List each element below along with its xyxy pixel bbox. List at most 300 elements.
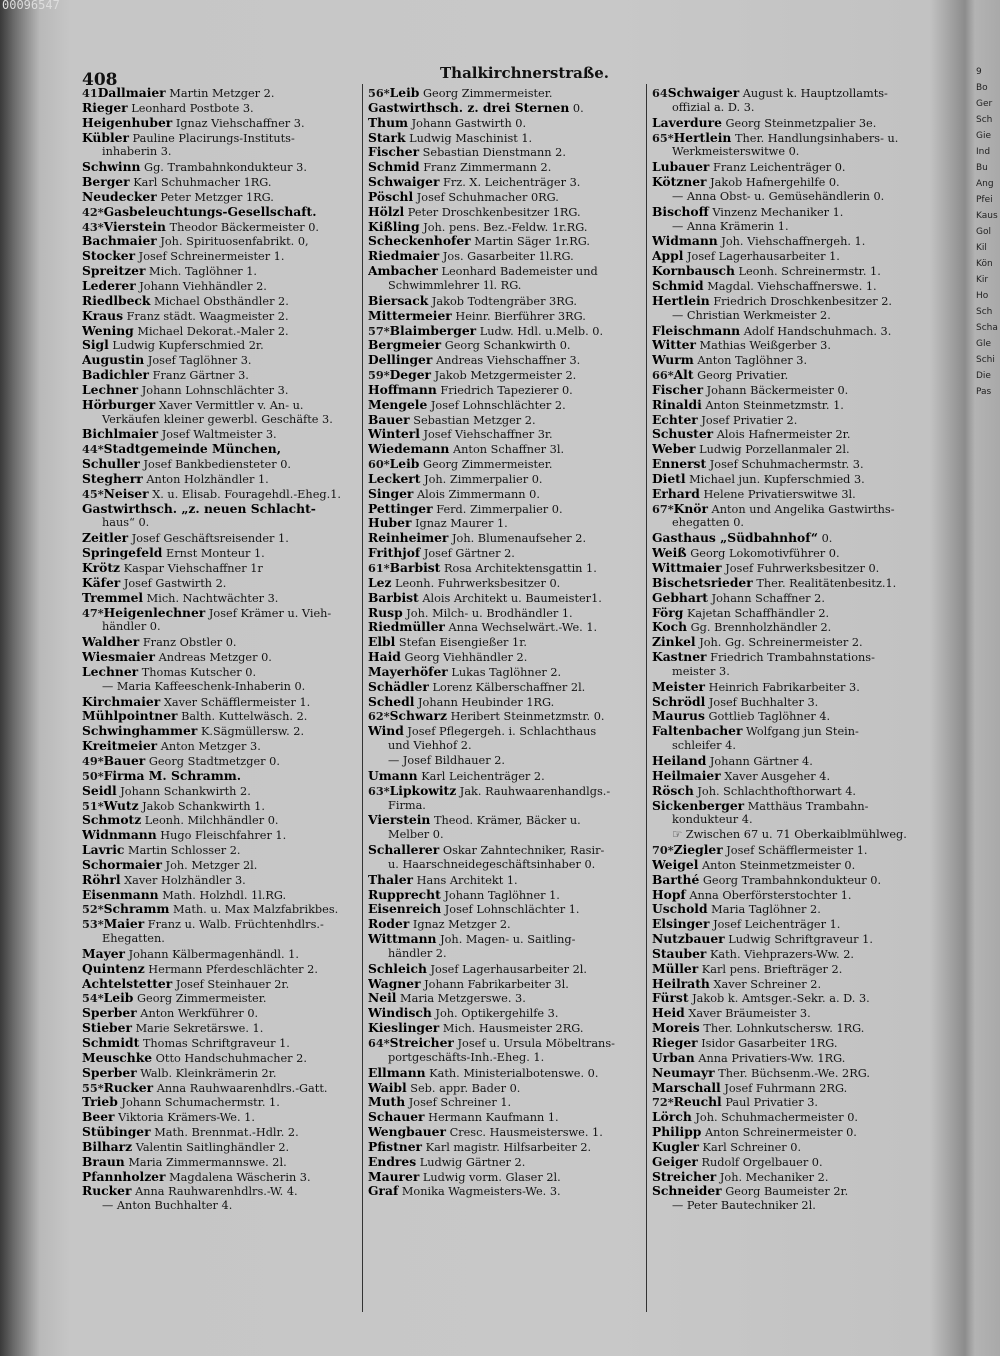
resident-details: Josef Lohnschlächter 1. xyxy=(444,903,580,917)
resident-details: Josef Lohnschlächter 2. xyxy=(430,398,566,412)
resident-details: Hans Architekt 1. xyxy=(416,873,518,887)
resident-surname: Wittmaier xyxy=(652,561,722,575)
resident-surname: Gastwirthsch. „z. neuen Schlacht- xyxy=(82,501,316,516)
resident-surname: Rieger xyxy=(652,1036,698,1050)
resident-surname: Schwaiger xyxy=(368,175,440,190)
directory-entry-line xyxy=(652,947,944,962)
resident-details: Heribert Steinmetzmstr. 0. xyxy=(450,710,605,724)
resident-surname: Stübinger xyxy=(82,1125,151,1140)
directory-entry-line xyxy=(368,888,658,903)
resident-details: Franz Zimmermann 2. xyxy=(423,161,552,175)
resident-surname: Schneider xyxy=(652,1184,722,1199)
directory-entry-line xyxy=(368,843,658,858)
directory-entry-line xyxy=(368,650,658,665)
resident-surname: Pöschl xyxy=(368,189,414,204)
margin-fragment: Scha xyxy=(976,323,998,333)
resident-details: Peter Droschkenbesitzer 1RG. xyxy=(407,205,581,219)
resident-surname: Zeitler xyxy=(82,531,129,546)
directory-entry-line xyxy=(368,175,658,190)
resident-surname: Rupprecht xyxy=(368,887,441,902)
resident-details: Franz Leichenträger 0. xyxy=(713,161,846,175)
directory-entry-line xyxy=(82,635,372,650)
resident-surname: Mühlpointner xyxy=(82,709,178,724)
directory-entry-line xyxy=(368,1140,658,1155)
resident-details: — Maria Kaffeeschenk-Inhaberin 0. xyxy=(102,679,306,693)
resident-details: Kajetan Schaffhändler 2. xyxy=(686,606,830,620)
resident-details: Math. Holzhdl. 1l.RG. xyxy=(162,888,287,902)
resident-details: Georg Viehhändler 2. xyxy=(404,651,528,665)
directory-entry-line xyxy=(652,1036,944,1051)
resident-surname: Tremmel xyxy=(82,590,144,605)
resident-details: Magdalena Wäscherin 3. xyxy=(169,1170,311,1184)
directory-entry-line xyxy=(652,917,944,932)
resident-surname: Frithjof xyxy=(368,546,421,561)
resident-surname: Quintenz xyxy=(82,961,145,976)
resident-surname: Schrödl xyxy=(652,694,706,709)
resident-details: Franz u. Walb. Früchtenhdlrs.- xyxy=(147,918,324,932)
resident-surname: Trieb xyxy=(82,1095,118,1110)
resident-details: Maria Metzgerswe. 3. xyxy=(400,992,526,1006)
directory-entry-line xyxy=(368,220,658,235)
directory-entry-line xyxy=(652,264,944,279)
directory-entry-line xyxy=(652,457,944,472)
resident-details: Josef Leichenträger 1. xyxy=(713,918,841,932)
directory-entry-line xyxy=(368,932,658,947)
house-number: 51* xyxy=(82,798,104,813)
directory-entry-line xyxy=(368,1125,658,1140)
margin-fragment: Bu xyxy=(976,163,988,173)
directory-entry-line xyxy=(82,516,372,531)
resident-details: Gottlieb Taglöhner 4. xyxy=(708,710,831,724)
resident-details: Karl Leichenträger 2. xyxy=(421,769,545,783)
directory-entry-line xyxy=(368,234,658,249)
resident-surname: Maier xyxy=(103,917,145,932)
directory-entry-line xyxy=(652,932,944,947)
house-number: 47* xyxy=(82,605,104,620)
resident-surname: Elsinger xyxy=(652,917,710,932)
directory-entry-line xyxy=(368,160,658,175)
resident-surname: Vierstein xyxy=(103,219,166,234)
directory-entry-line xyxy=(82,606,372,621)
street-title: Thalkirchnerstraße. xyxy=(440,64,610,82)
resident-surname: Hörburger xyxy=(82,397,156,412)
resident-details: Pauline Placirungs-Instituts- xyxy=(132,131,295,145)
directory-entry-line xyxy=(82,784,372,799)
resident-surname: Lavric xyxy=(82,843,125,858)
resident-details: Joh. Zimmerpalier 0. xyxy=(424,472,543,486)
resident-details: Valentin Saitlinghändler 2. xyxy=(135,1140,290,1154)
resident-details: Karl Schreiner 0. xyxy=(702,1140,802,1154)
resident-details: Josef Steinhauer 2r. xyxy=(175,977,290,991)
directory-entry-line xyxy=(652,294,944,309)
directory-entry-line xyxy=(368,353,658,368)
resident-details: Anton Taglöhner 3. xyxy=(697,354,808,368)
resident-surname: Ennerst xyxy=(652,457,707,472)
directory-entry-line xyxy=(368,249,658,264)
resident-details: inhaberin 3. xyxy=(102,145,172,159)
resident-surname: Stegherr xyxy=(82,471,143,486)
directory-entry-line xyxy=(652,1021,944,1036)
directory-entry-line xyxy=(652,828,944,843)
directory-entry-line xyxy=(368,962,658,977)
directory-entry-line xyxy=(368,531,658,546)
resident-details: Joh. Optikergehilfe 3. xyxy=(435,1007,559,1021)
resident-details: Josef Pflegergeh. i. Schlachthaus xyxy=(407,725,597,739)
directory-entry-line xyxy=(82,264,372,279)
resident-details: Leonh. Fuhrwerksbesitzer 0. xyxy=(395,576,561,590)
margin-fragment: Pas xyxy=(976,387,992,397)
resident-details: Ignaz Maurer 1. xyxy=(415,517,508,531)
directory-entry-line xyxy=(82,799,372,814)
resident-details: Anna Wechselwärt.-We. 1. xyxy=(448,621,598,635)
resident-details: August k. Hauptzollamts- xyxy=(742,87,888,100)
directory-entry-line xyxy=(82,294,372,309)
resident-surname: Sperber xyxy=(82,1006,137,1021)
house-number: 66* xyxy=(652,368,674,383)
resident-details: Joh. Magen- u. Saitling- xyxy=(440,933,576,947)
directory-entry-line xyxy=(368,101,658,116)
directory-entry-line xyxy=(82,413,372,428)
resident-details: ehegatten 0. xyxy=(672,516,745,530)
resident-details: Wolfgang jun Stein- xyxy=(746,725,859,739)
resident-details: Andreas Viehschaffner 3. xyxy=(435,354,581,368)
directory-entry-line xyxy=(652,576,944,591)
directory-entry-line xyxy=(82,1095,372,1110)
resident-surname: Waldher xyxy=(82,635,140,650)
directory-entry-line xyxy=(368,86,658,101)
directory-entry-line xyxy=(652,353,944,368)
resident-details: Franz Gärtner 3. xyxy=(152,369,249,383)
directory-entry-line xyxy=(368,427,658,442)
scan-page-id: 00096547 xyxy=(2,0,60,12)
resident-details: Ignaz Viehschaffner 3. xyxy=(175,116,305,130)
resident-details: Josef Bankbediensteter 0. xyxy=(143,458,291,472)
directory-entry-line xyxy=(652,1066,944,1081)
directory-entry-line xyxy=(652,160,944,175)
resident-surname: Schramm xyxy=(103,902,170,917)
margin-fragment: Pfei xyxy=(976,195,993,205)
resident-details: Joh. Mechaniker 2. xyxy=(719,1170,829,1184)
directory-entry-line xyxy=(368,338,658,353)
resident-surname: Gasthaus „Südbahnhof“ xyxy=(652,531,818,546)
directory-entry-line xyxy=(368,561,658,576)
resident-details: Johann Lohnschlächter 3. xyxy=(141,383,289,397)
resident-details: Ther. Handlungsinhabers- u. xyxy=(734,131,899,145)
resident-surname: Schwinn xyxy=(82,160,141,175)
resident-surname: Echter xyxy=(652,412,698,427)
directory-entry-line xyxy=(652,413,944,428)
margin-fragment: Schi xyxy=(976,355,995,365)
resident-details: Mathias Weißgerber 3. xyxy=(699,339,831,353)
resident-surname: Heiland xyxy=(652,753,707,768)
resident-details: Jos. Gasarbeiter 1l.RG. xyxy=(442,250,574,264)
margin-fragment: Kaus xyxy=(976,211,998,221)
resident-details: Thomas Kutscher 0. xyxy=(141,665,257,679)
house-number: 64 xyxy=(652,86,668,100)
resident-surname: Neumayr xyxy=(652,1065,715,1080)
resident-details: Josef Gastwirth 2. xyxy=(123,576,227,590)
resident-details: Georg Stadtmetzger 0. xyxy=(148,754,280,768)
directory-entry-line xyxy=(652,977,944,992)
resident-surname: Windisch xyxy=(368,1006,432,1021)
directory-entry-line xyxy=(82,368,372,383)
resident-details: Kath. Viehprazers-Ww. 2. xyxy=(709,947,854,961)
resident-details: Joh. Viehschaffnergeh. 1. xyxy=(721,235,866,249)
resident-details: Ludwig Gärtner 2. xyxy=(419,1155,526,1169)
resident-details: Firma. xyxy=(388,798,426,812)
resident-surname: Bergmeier xyxy=(368,338,442,353)
resident-surname: Kreitmeier xyxy=(82,739,158,754)
directory-entry-line xyxy=(652,1199,944,1214)
resident-surname: Ellmann xyxy=(368,1065,426,1080)
directory-entry-line xyxy=(82,769,372,784)
resident-surname: Wiesmaier xyxy=(82,650,155,665)
resident-details: — Anna Krämerin 1. xyxy=(672,219,789,233)
resident-surname: Blaimberger xyxy=(389,323,477,338)
resident-surname: Schormaier xyxy=(82,857,162,872)
resident-surname: Wittmann xyxy=(368,932,437,947)
house-number: 54* xyxy=(82,991,104,1006)
resident-details: Alois Architekt u. Baumeister1. xyxy=(422,591,602,605)
resident-surname: Wening xyxy=(82,323,134,338)
resident-details: Anna Rauhwarenhdlrs.-W. 4. xyxy=(135,1185,298,1199)
directory-entry-line xyxy=(368,1184,658,1199)
directory-entry-line xyxy=(82,472,372,487)
directory-entry-line xyxy=(368,368,658,383)
directory-entry-line xyxy=(652,1184,944,1199)
resident-details: meister 3. xyxy=(672,664,730,678)
directory-entry-line xyxy=(368,917,658,932)
resident-surname: Hertlein xyxy=(673,130,732,145)
resident-details: Hermann Pferdeschlächter 2. xyxy=(148,962,318,976)
directory-entry-line xyxy=(368,709,658,724)
resident-surname: Lörch xyxy=(652,1110,692,1125)
resident-surname: Schmotz xyxy=(82,813,142,828)
resident-details: Josef u. Ursula Möbeltrans- xyxy=(457,1037,615,1050)
directory-entry-line xyxy=(368,190,658,205)
resident-details: Sebastian Dienstmann 2. xyxy=(422,146,566,160)
resident-details: Jakob Hafnergehilfe 0. xyxy=(710,176,840,190)
resident-surname: Augustin xyxy=(82,353,145,368)
directory-entry-line xyxy=(82,131,372,146)
house-number: 53* xyxy=(82,917,104,932)
resident-details: Anton Holzhändler 1. xyxy=(146,472,269,486)
resident-details: Joh. Spirituosenfabrikt. 0, xyxy=(160,235,309,249)
resident-details: Karl pens. Briefträger 2. xyxy=(701,962,843,976)
adjacent-page-margin xyxy=(976,64,1000,400)
resident-surname: Wurm xyxy=(652,353,694,368)
directory-entry-line xyxy=(652,1155,944,1170)
directory-entry-line xyxy=(652,784,944,799)
resident-details: Anton Werkführer 0. xyxy=(140,1007,259,1021)
resident-surname: Riedmüller xyxy=(368,620,445,635)
resident-surname: Schwinghammer xyxy=(82,724,198,739)
resident-surname: Bischoff xyxy=(652,204,709,219)
resident-surname: Gastwirthsch. z. drei Sternen xyxy=(368,100,570,115)
resident-details: Josef Taglöhner 3. xyxy=(147,354,252,368)
resident-details: Joh. Milch- u. Brodhändler 1. xyxy=(406,606,573,620)
directory-entry-line xyxy=(368,294,658,309)
resident-details: haus“ 0. xyxy=(102,516,150,530)
resident-surname: Kornbausch xyxy=(652,264,735,279)
resident-surname: Kirchmaier xyxy=(82,694,161,709)
resident-surname: Bachmaier xyxy=(82,234,157,249)
resident-surname: Weber xyxy=(652,442,696,457)
directory-entry-line xyxy=(368,784,658,799)
resident-details: Maria Taglöhner 2. xyxy=(711,903,821,917)
resident-surname: Kastner xyxy=(652,650,707,665)
directory-entry-line xyxy=(82,888,372,903)
directory-entry-line xyxy=(652,620,944,635)
resident-details: schleifer 4. xyxy=(672,739,736,753)
resident-details: Frz. X. Leichenträger 3. xyxy=(443,176,581,190)
resident-details: Heinr. Bierführer 3RG. xyxy=(455,309,586,323)
directory-entry-line xyxy=(82,873,372,888)
directory-entry-line xyxy=(368,413,658,428)
resident-details: Georg Steinmetzpalier 3e. xyxy=(725,116,877,130)
resident-details: Mich. Hausmeister 2RG. xyxy=(442,1022,584,1036)
directory-entry-line xyxy=(82,160,372,175)
resident-details: Peter Metzger 1RG. xyxy=(160,190,274,204)
resident-surname: Muth xyxy=(368,1095,406,1110)
resident-surname: Bilharz xyxy=(82,1139,133,1154)
directory-entry-line xyxy=(652,902,944,917)
directory-entry-line xyxy=(368,665,658,680)
resident-surname: Schauer xyxy=(368,1110,425,1125)
directory-entry-line xyxy=(82,1199,372,1214)
directory-entry-line xyxy=(82,457,372,472)
directory-entry-line xyxy=(368,442,658,457)
resident-surname: Heilrath xyxy=(652,976,710,991)
resident-details: Georg Schankwirth 0. xyxy=(444,339,571,353)
resident-details: Josef Schäfflermeister 1. xyxy=(726,844,868,858)
margin-fragment: Bo xyxy=(976,83,988,93)
resident-details: Martin Metzger 2. xyxy=(169,87,275,100)
house-number: 41 xyxy=(82,86,98,100)
margin-fragment: Gie xyxy=(976,131,992,141)
directory-entry-line xyxy=(652,309,944,324)
resident-surname: Fürst xyxy=(652,991,689,1006)
directory-entry-line xyxy=(368,324,658,339)
house-number: 44* xyxy=(82,442,104,457)
resident-surname: Krötz xyxy=(82,561,121,575)
resident-details: Anton Metzger 3. xyxy=(160,740,261,754)
directory-entry-line xyxy=(652,709,944,724)
house-number: 42* xyxy=(82,204,104,219)
resident-surname: Laverdure xyxy=(652,115,722,130)
resident-surname: Rösch xyxy=(652,783,694,798)
resident-surname: Achtelstetter xyxy=(82,976,173,991)
directory-entry-line xyxy=(652,279,944,294)
directory-entry-line xyxy=(652,724,944,739)
resident-surname: Meuschke xyxy=(82,1050,153,1065)
resident-details: Martin Säger 1r.RG. xyxy=(474,235,590,249)
resident-details: Joh. Metzger 2l. xyxy=(165,858,258,872)
resident-details: Jakob Schankwirth 1. xyxy=(142,799,265,813)
resident-details: Otto Handschuhmacher 2. xyxy=(155,1051,307,1065)
resident-details: Michael Dekorat.-Maler 2. xyxy=(137,324,289,338)
resident-details: Josef Viehschaffner 3r. xyxy=(423,428,553,442)
directory-entry-line xyxy=(368,991,658,1006)
resident-details: Johann Taglöhner 1. xyxy=(444,888,560,902)
resident-surname: Schallerer xyxy=(368,843,440,858)
directory-entry-line xyxy=(368,1110,658,1125)
resident-surname: Singer xyxy=(368,486,414,501)
resident-details: Ernst Monteur 1. xyxy=(165,547,265,561)
directory-entry-line xyxy=(82,1081,372,1096)
directory-entry-line xyxy=(368,695,658,710)
directory-entry-line xyxy=(82,190,372,205)
resident-details: offizial a. D. 3. xyxy=(672,100,755,114)
directory-entry-line xyxy=(368,502,658,517)
directory-entry-line xyxy=(652,101,944,116)
resident-surname: Leckert xyxy=(368,471,421,486)
resident-surname: Barthé xyxy=(652,872,700,887)
resident-details: K.Sägmüllersw. 2. xyxy=(200,725,305,739)
resident-surname: Mengele xyxy=(368,397,428,412)
resident-details: Karl Schuhmacher 1RG. xyxy=(133,176,272,190)
directory-entry-line xyxy=(82,531,372,546)
resident-surname: Appl xyxy=(652,249,684,264)
resident-surname: Seidl xyxy=(82,783,117,798)
resident-surname: Vierstein xyxy=(368,813,431,828)
resident-surname: Waibl xyxy=(368,1080,407,1095)
resident-details: Mich. Nachtwächter 3. xyxy=(146,591,279,605)
resident-details: und Viehhof 2. xyxy=(388,739,472,753)
resident-details: Jak. Rauhwaarenhandlgs.- xyxy=(459,784,611,798)
resident-surname: Schmid xyxy=(368,160,420,175)
resident-surname: Berger xyxy=(82,175,130,190)
resident-surname: Gebhart xyxy=(652,590,708,605)
resident-surname: Roder xyxy=(368,917,410,932)
resident-surname: Rinaldi xyxy=(652,397,702,412)
directory-entry-line xyxy=(652,205,944,220)
directory-entry-line xyxy=(82,665,372,680)
directory-entry-line xyxy=(368,635,658,650)
resident-details: Friedrich Tapezierer 0. xyxy=(440,383,573,397)
resident-surname: Haid xyxy=(368,650,401,665)
resident-details: Xaver Holzhändler 3. xyxy=(124,873,246,887)
directory-entry-line xyxy=(368,902,658,917)
directory-entry-line xyxy=(652,383,944,398)
directory-entry-line xyxy=(368,576,658,591)
resident-surname: Röhrl xyxy=(82,872,121,887)
house-number: 67* xyxy=(652,501,674,516)
directory-entry-line xyxy=(368,813,658,828)
directory-entry-line xyxy=(368,472,658,487)
directory-entry-line xyxy=(652,561,944,576)
resident-details: Hugo Fleischfahrer 1. xyxy=(160,829,287,843)
resident-details: Leonh. Milchhändler 0. xyxy=(144,814,279,828)
directory-entry-line xyxy=(82,502,372,517)
directory-entry-line xyxy=(652,220,944,235)
resident-surname: Wutz xyxy=(103,798,139,813)
house-number: 49* xyxy=(82,753,104,768)
resident-surname: Schädler xyxy=(368,679,429,694)
directory-entry-line xyxy=(652,635,944,650)
resident-surname: Fleischmann xyxy=(652,323,741,338)
resident-surname: Heigenlechner xyxy=(103,605,206,620)
resident-details: Anton Steinmetzmstr. 1. xyxy=(705,398,844,412)
directory-entry-line xyxy=(82,1155,372,1170)
margin-fragment: 9 xyxy=(976,67,982,77)
house-number: 43* xyxy=(82,219,104,234)
resident-details: Ignaz Metzger 2. xyxy=(412,918,511,932)
resident-details: Joh. Gg. Schreinermeister 2. xyxy=(699,636,863,650)
resident-surname: Streicher xyxy=(652,1169,717,1184)
resident-details: Josef Gärtner 2. xyxy=(423,547,515,561)
resident-surname: Rucker xyxy=(82,1184,132,1199)
